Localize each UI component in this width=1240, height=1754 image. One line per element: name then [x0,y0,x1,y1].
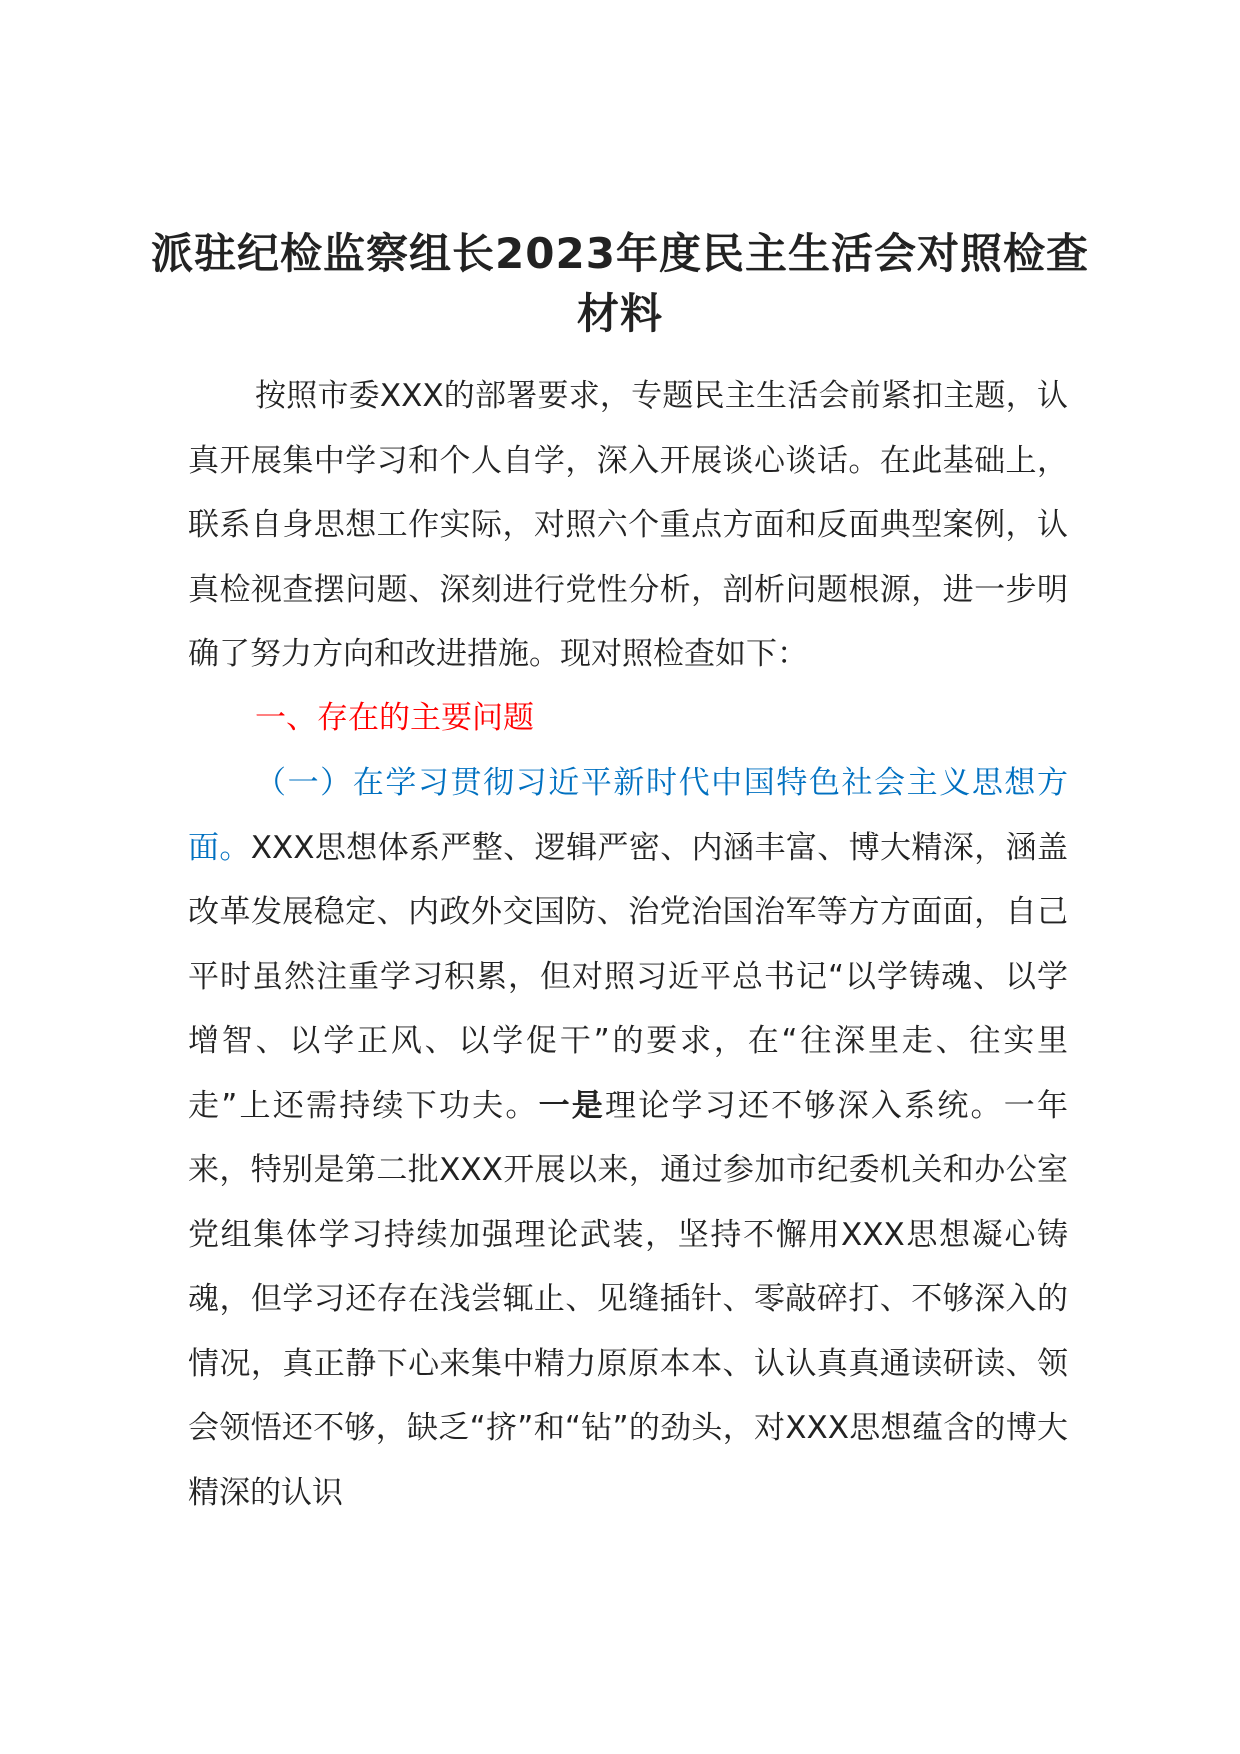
section-heading: 一、存在的主要问题 [255,700,534,736]
document-title: 派驻纪检监察组长2023年度民主生活会对照检查材料 [151,229,1089,339]
intro-paragraph: 按照市委XXX的部署要求，专题民主生活会前紧扣主题，认真开展集中学习和个人自学，深入开展谈心谈话。在此基础上，联系自身思想工作实际，对照六个重点方面和反面典型案例，认真检视查摆问题、深刻进行党性分析，剖析问题根源，进一步明确了努力方向和改进措施。现对照检查如下： [188,378,1068,672]
subsection-text-2: 理论学习还不够深入系统。一年来，特别是第二批XXX开展以来，通过参加市纪委机关和办公室党组集体学习持续加强理论武装，坚持不懈用XXX思想凝心铸魂，但学习还存在浅尝辄止、见缝插针、零敲碎打、不够深入的情况，真正静下心来集中精力原原本本、认认真真通读研读、领会领悟还不够，缺乏“挤”和“钻”的劲头，对XXX思想蕴含的博大精深的认识 [188,1087,1069,1511]
point-marker: 一是 [538,1087,606,1124]
subsection-text-1: XXX思想体系严整、逻辑严密、内涵丰富、博大精深，涵盖改革发展稳定、内政外交国防、治党治国治军等方方面面，自己平时虽然注重学习积累，但对照习近平总书记“以学铸魂、以学增智、以学正风、以学促干”的要求，在“往深里走、往实里走”上还需持续下功夫。 [188,829,1068,1124]
subsection-heading: （一）在学习贯彻习近平新时代中国特色社会主义思想方面。 [188,765,1068,866]
subsection-paragraph [188,751,1068,1525]
